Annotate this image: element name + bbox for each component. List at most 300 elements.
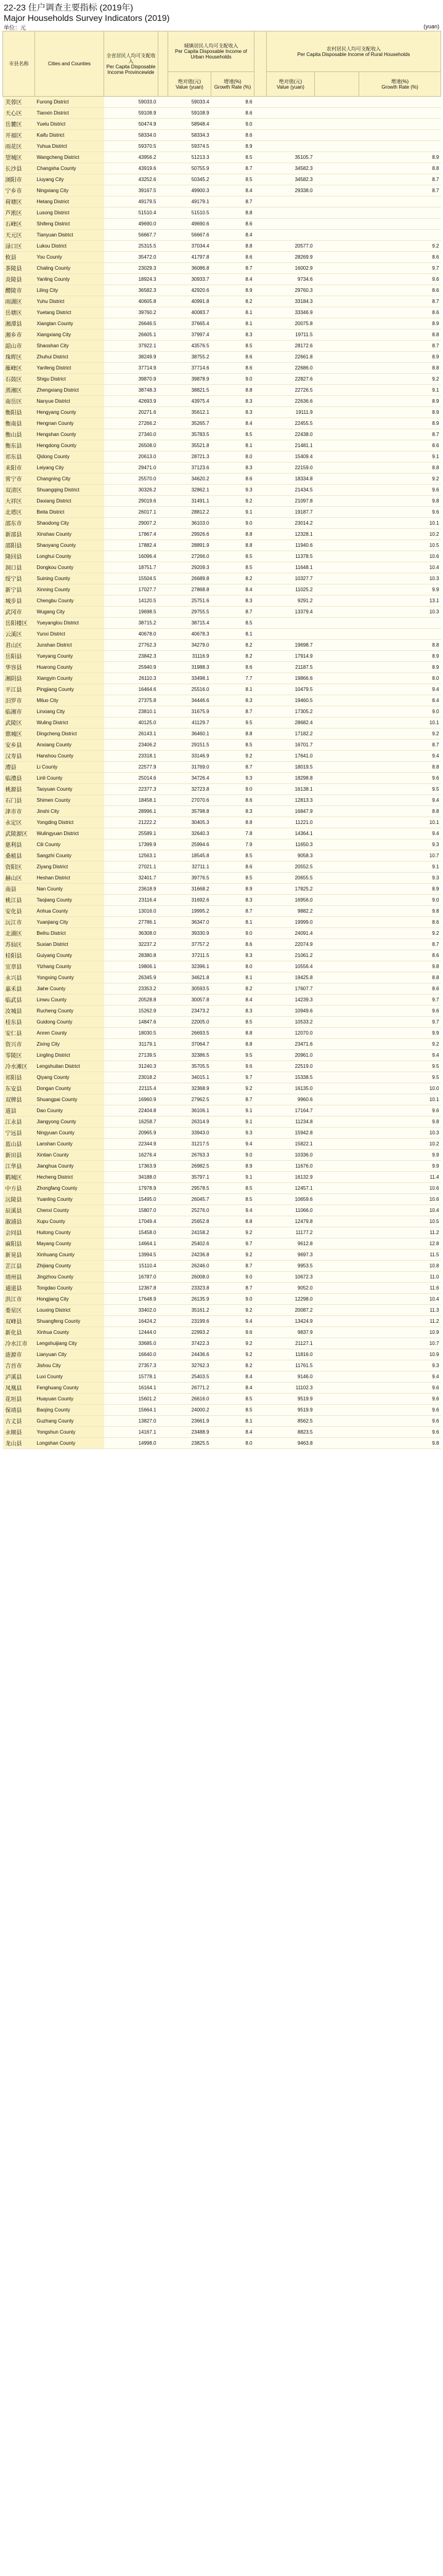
per-capita-income: 22404.8: [104, 1105, 158, 1116]
spacer-cell: [158, 873, 168, 884]
spacer-cell: [315, 1405, 359, 1416]
per-capita-income: 27375.8: [104, 695, 158, 706]
urban-income-value: 40083.7: [168, 307, 211, 318]
urban-income-value: 37123.6: [168, 462, 211, 474]
rural-growth-rate: [359, 208, 441, 219]
spacer-cell: [254, 551, 267, 562]
spacer-cell: [158, 518, 168, 529]
spacer-cell: [315, 1105, 359, 1116]
region-name-cn: 南岳区: [3, 396, 35, 407]
urban-growth-rate: 9.2: [211, 1338, 254, 1349]
rural-income-value: 17914.9: [267, 651, 315, 662]
urban-income-value: 30933.7: [168, 274, 211, 285]
region-name-en: Dongkou County: [35, 562, 104, 573]
urban-growth-rate: 8.7: [211, 163, 254, 174]
rural-growth-rate: 8.8: [359, 972, 441, 983]
per-capita-income: 27266.2: [104, 418, 158, 429]
rural-income-value: 21127.1: [267, 1338, 315, 1349]
table-row: [3, 163, 441, 174]
per-capita-income: 19698.5: [104, 607, 158, 618]
header-rural-spacer: [315, 72, 359, 97]
spacer-cell: [254, 1283, 267, 1294]
rural-growth-rate: 11.4: [359, 1172, 441, 1183]
table-row: [3, 241, 441, 252]
per-capita-income: 15110.4: [104, 1261, 158, 1272]
spacer-cell: [315, 1150, 359, 1161]
per-capita-income: 15601.2: [104, 1394, 158, 1405]
spacer-cell: [254, 1272, 267, 1283]
region-name-en: Junshan District: [35, 640, 104, 651]
per-capita-income: 16096.4: [104, 551, 158, 562]
region-name-en: Shuangfeng County: [35, 1316, 104, 1327]
urban-income-value: 51213.3: [168, 152, 211, 163]
spacer-cell: [254, 1094, 267, 1105]
spacer-cell: [158, 695, 168, 706]
spacer-cell: [254, 1438, 267, 1449]
per-capita-income: 36582.3: [104, 285, 158, 296]
spacer-cell: [158, 995, 168, 1006]
spacer-cell: [315, 219, 359, 230]
spacer-cell: [254, 1394, 267, 1405]
rural-growth-rate: 8.8: [359, 762, 441, 773]
spacer-cell: [158, 407, 168, 418]
table-row: [3, 862, 441, 873]
rural-income-value: 13424.9: [267, 1316, 315, 1327]
region-name-en: Yueyang County: [35, 651, 104, 662]
rural-growth-rate: 11.2: [359, 1227, 441, 1238]
urban-growth-rate: 8.4: [211, 418, 254, 429]
region-name-en: Linxiang City: [35, 706, 104, 717]
spacer-cell: [158, 196, 168, 208]
per-capita-income: 43956.2: [104, 152, 158, 163]
rural-income-value: 19460.5: [267, 695, 315, 706]
spacer-cell: [254, 1150, 267, 1161]
spacer-cell: [158, 396, 168, 407]
spacer-cell: [254, 462, 267, 474]
spacer-cell: [315, 1028, 359, 1039]
rural-growth-rate: 8.7: [359, 296, 441, 307]
spacer-cell: [315, 208, 359, 219]
spacer-cell: [254, 806, 267, 817]
rural-income-value: 16138.1: [267, 784, 315, 795]
region-name-cn: 沅江市: [3, 917, 35, 928]
region-name-cn: 长沙县: [3, 163, 35, 174]
rural-growth-rate: 10.6: [359, 1194, 441, 1205]
spacer-cell: [315, 318, 359, 329]
spacer-cell: [158, 895, 168, 906]
urban-income-value: 26982.5: [168, 1161, 211, 1172]
spacer-cell: [158, 1383, 168, 1394]
spacer-cell: [315, 429, 359, 440]
urban-growth-rate: 8.2: [211, 983, 254, 995]
spacer-cell: [158, 1394, 168, 1405]
rural-income-value: 9697.3: [267, 1250, 315, 1261]
urban-growth-rate: 8.6: [211, 474, 254, 485]
region-name-cn: 天心区: [3, 108, 35, 119]
region-name-cn: 醴陵市: [3, 285, 35, 296]
region-name-en: Taoyuan County: [35, 784, 104, 795]
spacer-cell: [158, 972, 168, 983]
spacer-cell: [158, 651, 168, 662]
urban-income-value: 35783.5: [168, 429, 211, 440]
region-name-cn: 珠晖区: [3, 352, 35, 363]
per-capita-income: 15807.0: [104, 1205, 158, 1216]
urban-income-value: 31988.3: [168, 662, 211, 673]
per-capita-income: 16960.9: [104, 1094, 158, 1105]
rural-income-value: 16135.0: [267, 1083, 315, 1094]
table-row: [3, 795, 441, 806]
region-name-cn: 常宁市: [3, 474, 35, 485]
rural-income-value: 12457.1: [267, 1183, 315, 1194]
spacer-cell: [158, 429, 168, 440]
spacer-cell: [315, 884, 359, 895]
spacer-cell: [254, 695, 267, 706]
rural-growth-rate: 8.6: [359, 983, 441, 995]
rural-income-value: 19999.0: [267, 917, 315, 928]
per-capita-income: 33685.0: [104, 1338, 158, 1349]
region-name-en: Furong District: [35, 97, 104, 108]
spacer-cell: [254, 729, 267, 740]
urban-growth-rate: 8.4: [211, 995, 254, 1006]
spacer-cell: [254, 241, 267, 252]
spacer-cell: [315, 307, 359, 318]
spacer-cell: [315, 895, 359, 906]
urban-growth-rate: 9.2: [211, 751, 254, 762]
urban-income-value: 42920.6: [168, 285, 211, 296]
rural-income-value: 12813.3: [267, 795, 315, 806]
rural-income-value: [267, 208, 315, 219]
spacer-cell: [254, 607, 267, 618]
region-name-cn: 开福区: [3, 130, 35, 141]
spacer-cell: [158, 773, 168, 784]
rural-income-value: 28172.6: [267, 341, 315, 352]
rural-growth-rate: 9.4: [359, 684, 441, 695]
table-row: [3, 1405, 441, 1416]
spacer-cell: [158, 507, 168, 518]
spacer-cell: [158, 1083, 168, 1094]
urban-income-value: 31491.1: [168, 496, 211, 507]
spacer-cell: [254, 673, 267, 684]
spacer-cell: [254, 1194, 267, 1205]
rural-income-value: [267, 108, 315, 119]
urban-income-value: 35521.8: [168, 440, 211, 451]
urban-growth-rate: 8.8: [211, 385, 254, 396]
region-name-en: Huayuan County: [35, 1394, 104, 1405]
spacer-cell: [315, 163, 359, 174]
per-capita-income: 23029.3: [104, 263, 158, 274]
urban-income-value: 33146.9: [168, 751, 211, 762]
rural-growth-rate: 9.4: [359, 1371, 441, 1383]
table-row: [3, 1227, 441, 1238]
region-name-en: Zhijiang County: [35, 1261, 104, 1272]
urban-growth-rate: 8.1: [211, 318, 254, 329]
rural-growth-rate: [359, 130, 441, 141]
rural-growth-rate: 10.7: [359, 1338, 441, 1349]
region-name-en: Xinhua County: [35, 1327, 104, 1338]
table-row: [3, 629, 441, 640]
per-capita-income: 16464.6: [104, 684, 158, 695]
spacer-cell: [254, 485, 267, 496]
urban-growth-rate: 8.1: [211, 917, 254, 928]
per-capita-income: 27357.3: [104, 1360, 158, 1371]
rural-growth-rate: 13.1: [359, 596, 441, 607]
spacer-cell: [254, 817, 267, 828]
region-name-cn: 韶山市: [3, 341, 35, 352]
region-name-cn: 衡山县: [3, 429, 35, 440]
region-name-en: Xiangxiang City: [35, 329, 104, 341]
spacer-cell: [158, 662, 168, 673]
rural-income-value: 10533.2: [267, 1017, 315, 1028]
spacer-cell: [315, 573, 359, 584]
spacer-cell: [158, 1371, 168, 1383]
rural-growth-rate: 9.0: [359, 706, 441, 717]
per-capita-income: 13827.0: [104, 1416, 158, 1427]
rural-growth-rate: 9.4: [359, 828, 441, 839]
urban-income-value: 40678.3: [168, 629, 211, 640]
table-row: [3, 1061, 441, 1072]
region-name-cn: 靖州县: [3, 1272, 35, 1283]
region-name-cn: 湘乡市: [3, 329, 35, 341]
spacer-cell: [158, 618, 168, 629]
rural-growth-rate: 8.8: [359, 806, 441, 817]
region-name-en: Fenghuang County: [35, 1383, 104, 1394]
region-name-cn: 浏阳市: [3, 174, 35, 185]
table-row: [3, 341, 441, 352]
spacer-cell: [315, 374, 359, 385]
rural-growth-rate: 10.6: [359, 1183, 441, 1194]
table-row: [3, 972, 441, 983]
title-en: Major Households Survey Indicators (2019): [4, 13, 170, 23]
rural-growth-rate: 10.1: [359, 518, 441, 529]
urban-income-value: 25652.8: [168, 1216, 211, 1227]
rural-income-value: 19711.5: [267, 329, 315, 341]
table-row: [3, 607, 441, 618]
rural-income-value: 11102.3: [267, 1383, 315, 1394]
table-row: [3, 196, 441, 208]
table-row: [3, 895, 441, 906]
table-row: [3, 1261, 441, 1272]
per-capita-income: 26345.9: [104, 972, 158, 983]
urban-growth-rate: 8.5: [211, 1394, 254, 1405]
region-name-cn: 芦淞区: [3, 208, 35, 219]
urban-income-value: 58334.3: [168, 130, 211, 141]
rural-growth-rate: 8.9: [359, 152, 441, 163]
spacer-cell: [254, 474, 267, 485]
per-capita-income: 27139.5: [104, 1050, 158, 1061]
urban-income-value: 34446.6: [168, 695, 211, 706]
spacer-cell: [315, 1305, 359, 1316]
per-capita-income: 13016.0: [104, 906, 158, 917]
per-capita-income: 50474.9: [104, 119, 158, 130]
spacer-cell: [158, 961, 168, 972]
spacer-cell: [315, 440, 359, 451]
rural-growth-rate: 8.9: [359, 418, 441, 429]
spacer-cell: [158, 562, 168, 573]
table-row: [3, 651, 441, 662]
table-row: [3, 1338, 441, 1349]
region-name-en: Yanling County: [35, 274, 104, 285]
spacer-cell: [158, 850, 168, 862]
urban-income-value: 49900.3: [168, 185, 211, 196]
per-capita-income: 23318.1: [104, 751, 158, 762]
rural-income-value: 22661.8: [267, 352, 315, 363]
region-name-cn: 溆浦县: [3, 1216, 35, 1227]
urban-income-value: 23488.9: [168, 1427, 211, 1438]
spacer-cell: [315, 1438, 359, 1449]
per-capita-income: 23810.1: [104, 706, 158, 717]
spacer-cell: [254, 1305, 267, 1316]
rural-growth-rate: 8.7: [359, 185, 441, 196]
table-row: [3, 983, 441, 995]
table-row: [3, 429, 441, 440]
region-name-en: Hengshan County: [35, 429, 104, 440]
urban-growth-rate: 8.7: [211, 706, 254, 717]
urban-income-value: 35161.2: [168, 1305, 211, 1316]
urban-growth-rate: 9.0: [211, 928, 254, 939]
urban-income-value: 36460.1: [168, 729, 211, 740]
table-row: [3, 1216, 441, 1227]
per-capita-income: 26143.1: [104, 729, 158, 740]
region-name-en: Kaifu District: [35, 130, 104, 141]
urban-growth-rate: 9.0: [211, 518, 254, 529]
rural-growth-rate: 10.1: [359, 1094, 441, 1105]
urban-growth-rate: 8.6: [211, 862, 254, 873]
region-name-en: Lukou District: [35, 241, 104, 252]
rural-growth-rate: 8.4: [359, 695, 441, 706]
spacer-cell: [254, 1250, 267, 1261]
spacer-cell: [254, 307, 267, 318]
spacer-cell: [158, 596, 168, 607]
region-name-en: Yuanjiang City: [35, 917, 104, 928]
spacer-cell: [158, 274, 168, 285]
table-row: [3, 1050, 441, 1061]
urban-income-value: 56667.6: [168, 230, 211, 241]
region-name-en: Wangcheng District: [35, 152, 104, 163]
rural-growth-rate: 8.9: [359, 396, 441, 407]
spacer-cell: [315, 1050, 359, 1061]
rural-income-value: 15409.4: [267, 451, 315, 462]
spacer-cell: [158, 762, 168, 773]
spacer-cell: [254, 795, 267, 806]
rural-growth-rate: 10.7: [359, 850, 441, 862]
region-name-cn: 龙山县: [3, 1438, 35, 1449]
spacer-cell: [158, 1172, 168, 1183]
rural-income-value: 22074.9: [267, 939, 315, 950]
spacer-cell: [315, 396, 359, 407]
region-name-en: Liuyang City: [35, 174, 104, 185]
urban-income-value: 26246.0: [168, 1261, 211, 1272]
urban-growth-rate: 8.6: [211, 219, 254, 230]
region-name-cn: 石峰区: [3, 219, 35, 230]
table-row: [3, 1327, 441, 1338]
region-name-cn: 君山区: [3, 640, 35, 651]
rural-growth-rate: 8.8: [359, 329, 441, 341]
spacer-cell: [315, 130, 359, 141]
region-name-cn: 临武县: [3, 995, 35, 1006]
table-row: [3, 518, 441, 529]
region-name-cn: 云溪区: [3, 629, 35, 640]
spacer-cell: [315, 363, 359, 374]
rural-income-value: 9519.9: [267, 1405, 315, 1416]
urban-income-value: 58948.4: [168, 119, 211, 130]
rural-income-value: 9953.5: [267, 1261, 315, 1272]
table-row: [3, 906, 441, 917]
urban-income-value: 24158.2: [168, 1227, 211, 1238]
urban-income-value: 26689.8: [168, 573, 211, 584]
spacer-cell: [158, 1050, 168, 1061]
urban-growth-rate: 8.9: [211, 141, 254, 152]
urban-income-value: 29578.5: [168, 1183, 211, 1194]
spacer-cell: [315, 108, 359, 119]
spacer-cell: [158, 1105, 168, 1116]
per-capita-income: 29019.6: [104, 496, 158, 507]
per-capita-income: 36308.0: [104, 928, 158, 939]
spacer-cell: [254, 1371, 267, 1383]
urban-growth-rate: 8.5: [211, 562, 254, 573]
spacer-cell: [315, 983, 359, 995]
rural-income-value: 20087.2: [267, 1305, 315, 1316]
per-capita-income: 27021.1: [104, 862, 158, 873]
rural-growth-rate: 9.7: [359, 1017, 441, 1028]
spacer-cell: [254, 1028, 267, 1039]
urban-growth-rate: 9.3: [211, 773, 254, 784]
table-row: [3, 385, 441, 396]
urban-growth-rate: 8.1: [211, 440, 254, 451]
region-name-en: Lianyuan City: [35, 1349, 104, 1360]
spacer-cell: [254, 1416, 267, 1427]
spacer-cell: [315, 795, 359, 806]
header-rural-growth: 增速(%) Growth Rate (%): [359, 72, 441, 97]
urban-income-value: 25994.6: [168, 839, 211, 850]
spacer-cell: [315, 196, 359, 208]
region-name-en: Lengshuitan District: [35, 1061, 104, 1072]
spacer-cell: [315, 418, 359, 429]
spacer-cell: [254, 518, 267, 529]
spacer-cell: [315, 296, 359, 307]
rural-income-value: 10336.0: [267, 1150, 315, 1161]
rural-growth-rate: 8.9: [359, 651, 441, 662]
region-name-cn: 祁阳县: [3, 1072, 35, 1083]
region-name-en: Hongjiang City: [35, 1294, 104, 1305]
region-name-cn: 嘉禾县: [3, 983, 35, 995]
spacer-cell: [254, 230, 267, 241]
rural-income-value: 13379.4: [267, 607, 315, 618]
urban-growth-rate: 8.8: [211, 1216, 254, 1227]
urban-growth-rate: 8.7: [211, 762, 254, 773]
urban-income-value: 27070.6: [168, 795, 211, 806]
spacer-cell: [158, 806, 168, 817]
table-row: [3, 1294, 441, 1305]
urban-income-value: 36347.0: [168, 917, 211, 928]
table-row: [3, 806, 441, 817]
per-capita-income: 22344.9: [104, 1139, 158, 1150]
table-row: [3, 1006, 441, 1017]
rural-income-value: 18334.8: [267, 474, 315, 485]
spacer-cell: [254, 285, 267, 296]
region-name-en: Daxiang District: [35, 496, 104, 507]
spacer-cell: [254, 540, 267, 551]
rural-income-value: 9882.2: [267, 906, 315, 917]
table-row: [3, 1360, 441, 1371]
spacer-cell: [158, 462, 168, 474]
spacer-cell: [254, 341, 267, 352]
spacer-cell: [254, 618, 267, 629]
rural-income-value: 16002.9: [267, 263, 315, 274]
urban-income-value: 49690.6: [168, 219, 211, 230]
spacer-cell: [158, 607, 168, 618]
table-row: [3, 850, 441, 862]
per-capita-income: 26017.1: [104, 507, 158, 518]
